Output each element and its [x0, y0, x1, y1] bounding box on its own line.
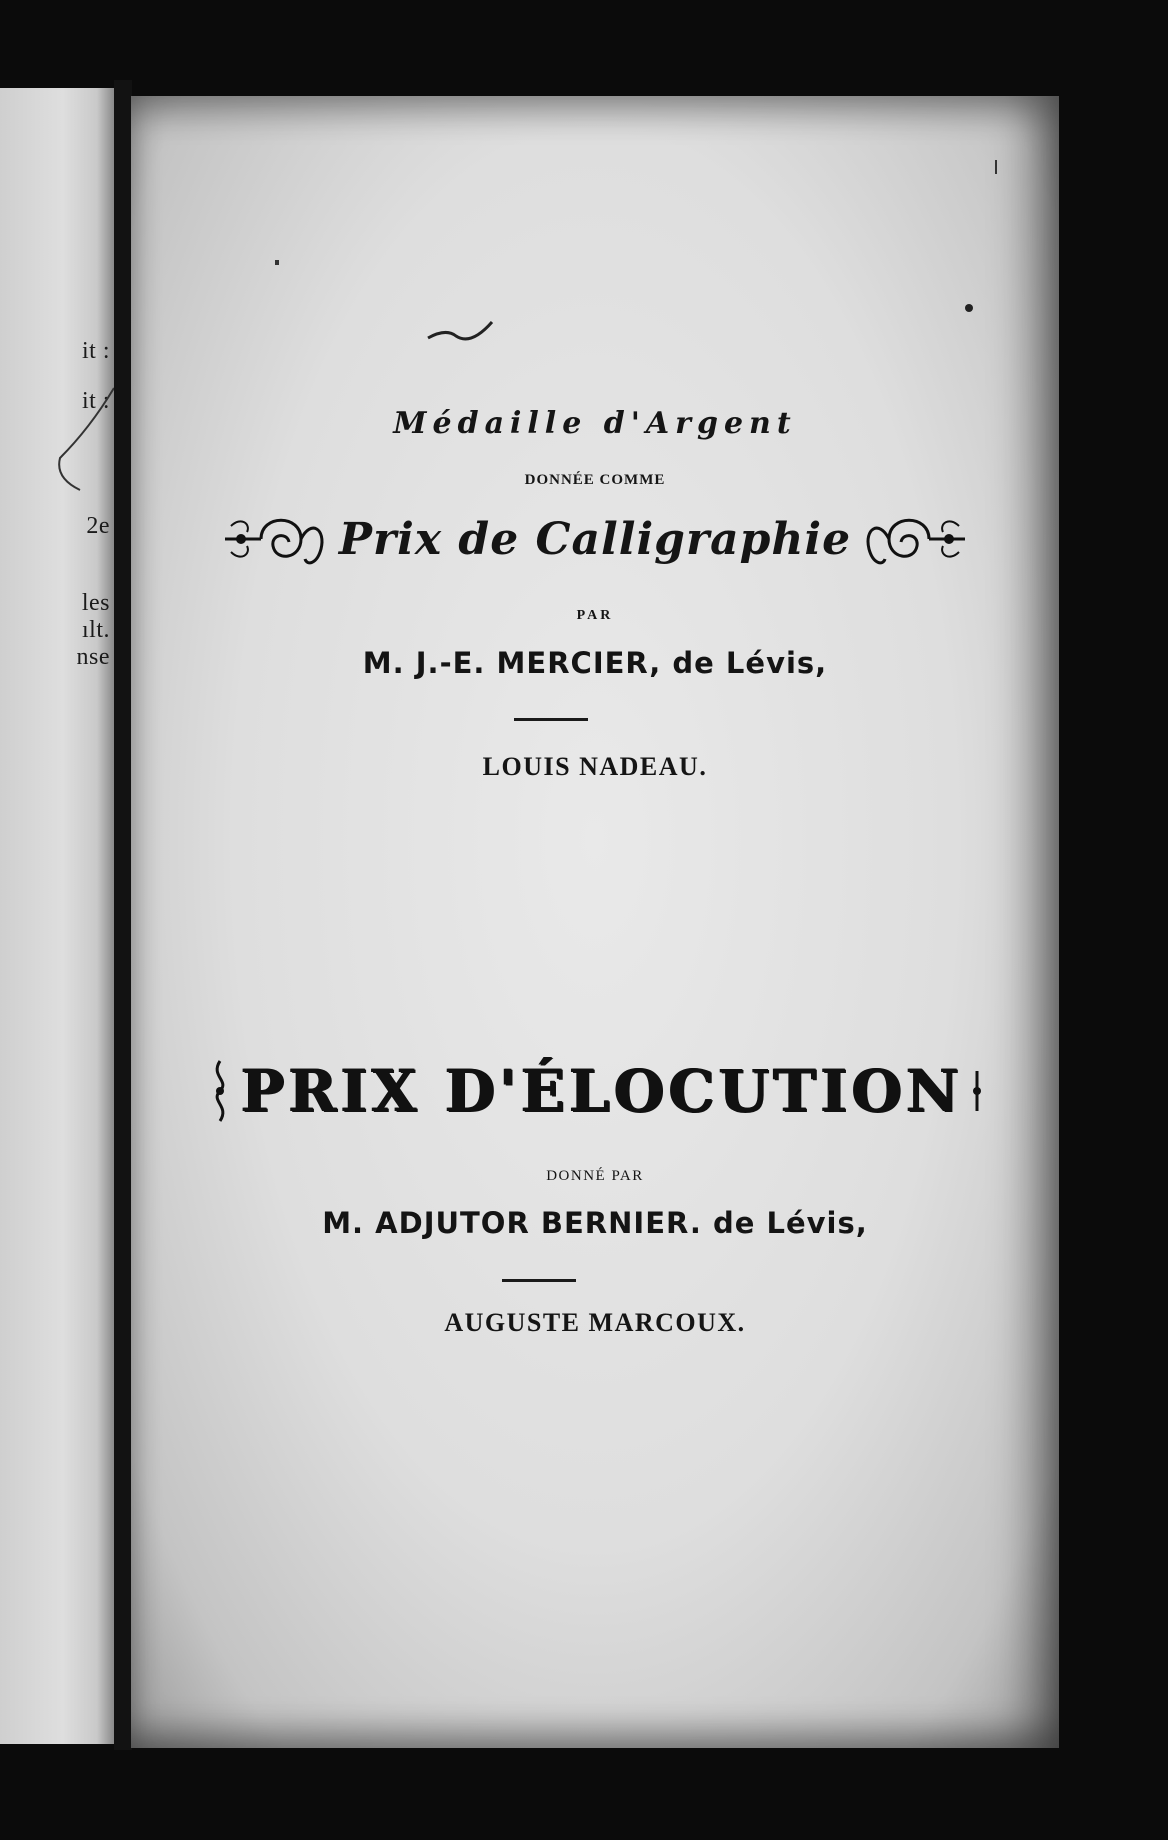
left-flourish-icon: [221, 504, 331, 574]
divider-rule: [502, 1279, 576, 1282]
left-ornament-icon: [205, 1056, 235, 1126]
right-flourish-icon: [859, 504, 969, 574]
ink-speck: [995, 160, 997, 174]
calligraphy-winner: LOUIS NADEAU.: [482, 752, 708, 781]
given-as-label: DONNÉE COMME: [524, 472, 666, 488]
left-text-fragment: ılt.: [81, 617, 110, 643]
medal-title: Médaille d'Argent: [393, 406, 797, 441]
page-stroke-mark: [50, 378, 114, 498]
document-page: [131, 96, 1059, 1748]
by-label: PAR: [576, 608, 614, 623]
left-text-fragment: it :: [81, 388, 110, 414]
elocution-donor: M. ADJUTOR BERNIER. de Lévis,: [322, 1206, 868, 1240]
left-text-fragment: les: [81, 590, 110, 616]
calligraphy-donor: M. J.-E. MERCIER, de Lévis,: [362, 646, 828, 680]
calligraphy-prize-title: Prix de Calligraphie: [338, 513, 852, 565]
elocution-prize-heading: [131, 1056, 1059, 1126]
elocution-prize-title: PRIX D'ÉLOCUTION: [240, 1057, 964, 1125]
elocution-winner: AUGUSTE MARCOUX.: [444, 1308, 746, 1337]
ink-speck: [275, 260, 279, 265]
left-text-fragment: nse: [76, 644, 110, 670]
ink-speck: [965, 304, 973, 312]
left-text-fragment: it :: [81, 338, 110, 364]
given-by-label: DONNÉ PAR: [546, 1168, 644, 1184]
pen-mark: [426, 318, 496, 348]
left-text-fragment: 2e: [86, 513, 110, 539]
right-ornament-icon: [969, 1056, 985, 1126]
left-page-fragment: [0, 88, 114, 1744]
book-gutter: [114, 80, 132, 1750]
calligraphy-prize-heading: [131, 504, 1059, 574]
divider-rule: [514, 718, 588, 721]
